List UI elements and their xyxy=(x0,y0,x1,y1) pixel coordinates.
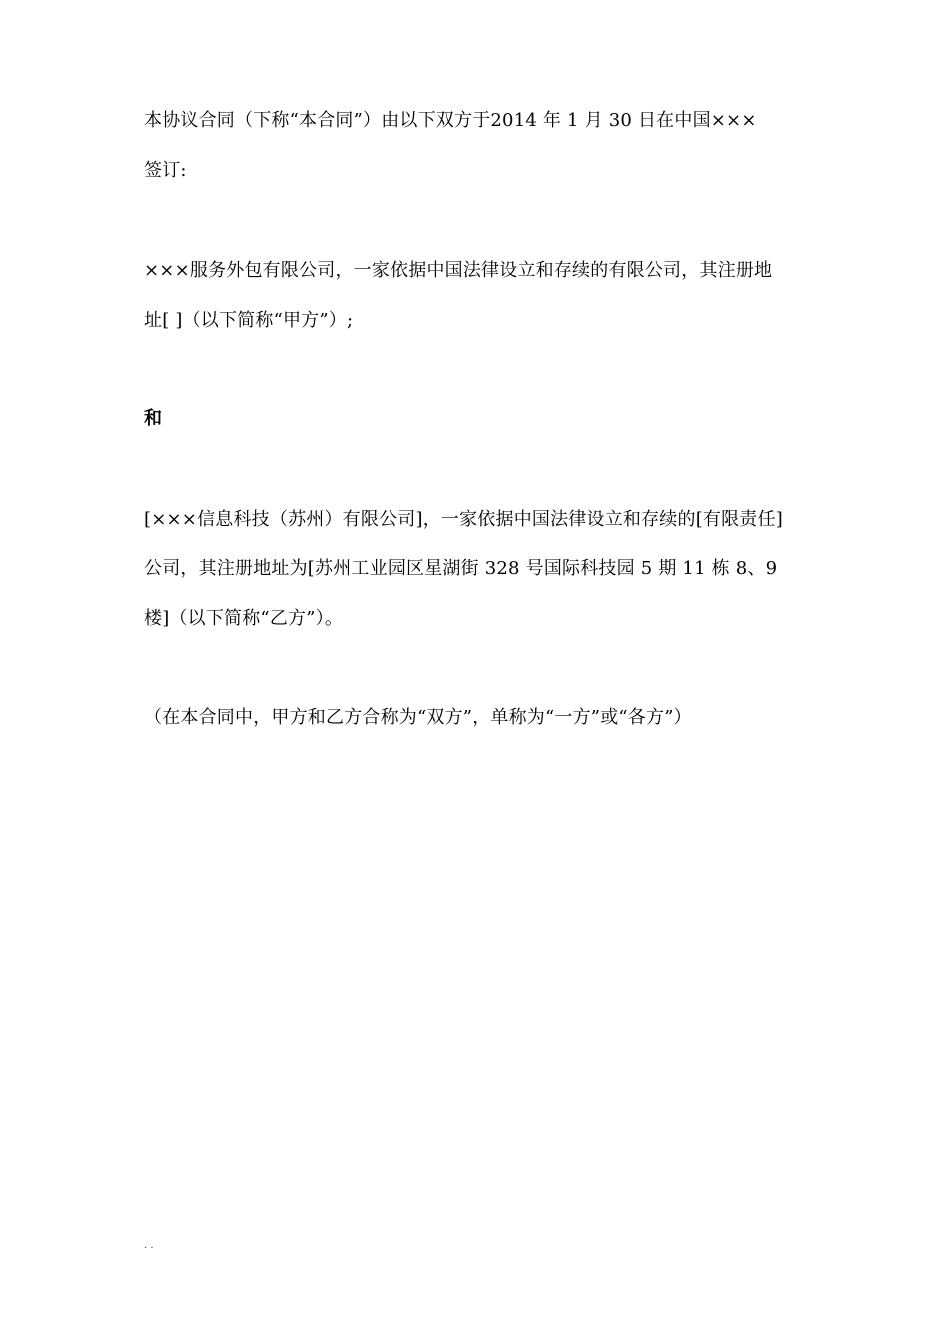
conjunction-heading: 和 xyxy=(144,408,163,429)
party-b-line-1: [×××信息科技（苏州）有限公司]，一家依据中国法律设立和存续的[有限责任] xyxy=(144,509,783,530)
party-a-line-2: 址[ ]（以下简称“甲方”）; xyxy=(144,310,354,331)
party-a-line-1: ×××服务外包有限公司，一家依据中国法律设立和存续的有限公司，其注册地 xyxy=(144,260,773,281)
party-b-line-3: 楼]（以下简称“乙方”）。 xyxy=(144,608,344,629)
intro-line-1: 本协议合同（下称“本合同”）由以下双方于2014 年 1 月 30 日在中国××× xyxy=(144,110,757,131)
definition-note: （在本合同中，甲方和乙方合称为“双方”，单称为“一方”或“各方”） xyxy=(144,707,692,728)
footer-mark: . . xyxy=(144,1240,154,1251)
party-b-line-2: 公司，其注册地址为[苏州工业园区星湖街 328 号国际科技园 5 期 11 栋 8、9 xyxy=(144,558,778,579)
intro-line-2: 签订: xyxy=(144,160,187,181)
